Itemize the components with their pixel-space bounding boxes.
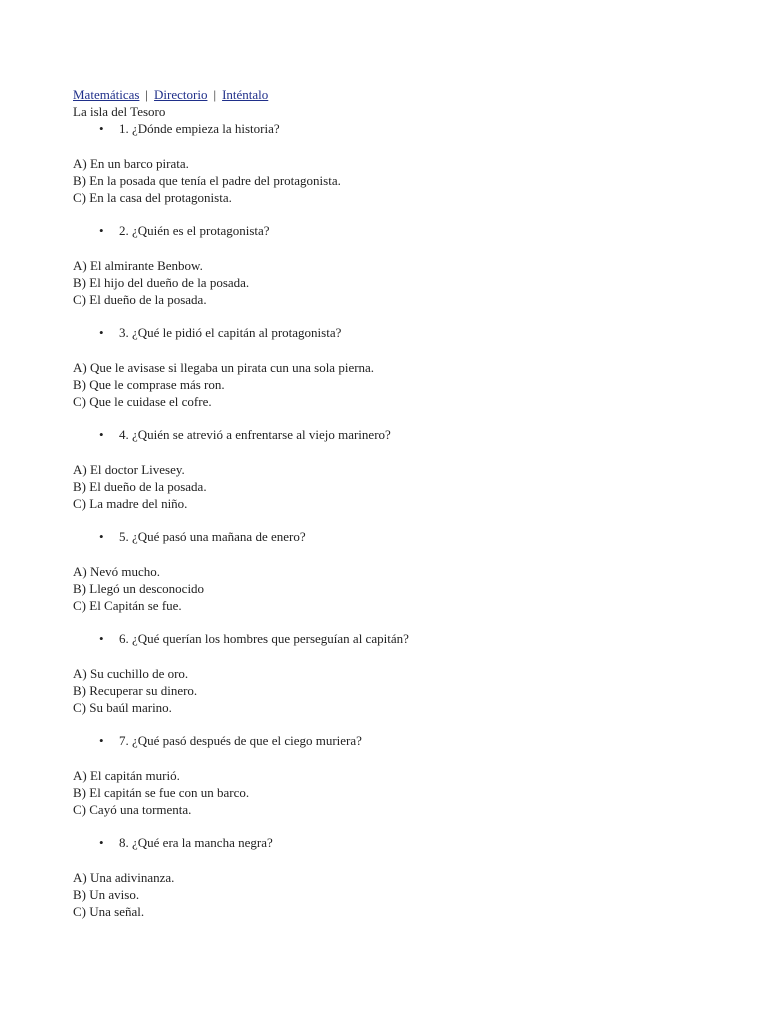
answer-option: C) El Capitán se fue. [73, 598, 182, 613]
answer-option: C) La madre del niño. [73, 496, 188, 511]
answer-option: C) Cayó una tormenta. [73, 802, 192, 817]
answer-option: C) Su baúl marino. [73, 700, 172, 715]
question-item [73, 528, 733, 545]
question-spacer [73, 443, 733, 461]
block-spacer [73, 818, 733, 834]
question-item [73, 120, 733, 137]
document-title: La isla del Tesoro [73, 104, 166, 119]
answer-option: B) Recuperar su dinero. [73, 683, 198, 698]
answer-option: B) Llegó un desconocido [73, 581, 205, 596]
answer-option: A) Su cuchillo de oro. [73, 666, 189, 681]
bullet-icon: • [99, 325, 104, 340]
answer-option: A) El almirante Benbow. [73, 258, 203, 273]
bullet-icon: • [99, 427, 104, 442]
nav-link-directorio[interactable]: Directorio [154, 87, 208, 102]
block-spacer [73, 206, 733, 222]
answer-option: B) El hijo del dueño de la posada. [73, 275, 250, 290]
block-spacer [73, 410, 733, 426]
question-text: 4. ¿Quién se atrevió a enfrentarse al viejo marinero? [119, 427, 391, 442]
answer-option: C) Que le cuidase el cofre. [73, 394, 212, 409]
bullet-icon: • [99, 223, 104, 238]
block-spacer [73, 614, 733, 630]
question-text: 6. ¿Qué querían los hombres que perseguían al capitán? [119, 631, 409, 646]
answer-option: C) En la casa del protagonista. [73, 190, 232, 205]
answer-option: B) En la posada que tenía el padre del protagonista. [73, 173, 341, 188]
question-text: 2. ¿Quién es el protagonista? [119, 223, 270, 238]
bullet-icon: • [99, 121, 104, 136]
quiz-list [73, 120, 733, 920]
bullet-icon: • [99, 529, 104, 544]
question-item [73, 630, 733, 647]
nav-link-matematicas[interactable]: Matemáticas [73, 87, 140, 102]
answer-option: A) El capitán murió. [73, 768, 180, 783]
question-spacer [73, 545, 733, 563]
question-text: 5. ¿Qué pasó una mañana de enero? [119, 529, 306, 544]
bullet-icon: • [99, 835, 104, 850]
question-item [73, 732, 733, 749]
question-item [73, 324, 733, 341]
document-page [73, 86, 733, 920]
question-text: 3. ¿Qué le pidió el capitán al protagonista? [119, 325, 342, 340]
question-spacer [73, 851, 733, 869]
bullet-icon: • [99, 733, 104, 748]
question-item [73, 426, 733, 443]
block-spacer [73, 308, 733, 324]
question-spacer [73, 749, 733, 767]
question-item [73, 222, 733, 239]
answer-option: A) Que le avisase si llegaba un pirata cun una sola pierna. [73, 360, 375, 375]
answer-option: A) Una adivinanza. [73, 870, 175, 885]
block-spacer [73, 716, 733, 732]
question-text: 8. ¿Qué era la mancha negra? [119, 835, 273, 850]
question-text: 1. ¿Dónde empieza la historia? [119, 121, 280, 136]
nav-separator: | [145, 87, 149, 102]
answer-option: A) Nevó mucho. [73, 564, 161, 579]
question-text: 7. ¿Qué pasó después de que el ciego muriera? [119, 733, 362, 748]
answer-option: B) Que le comprase más ron. [73, 377, 225, 392]
answer-option: B) El capitán se fue con un barco. [73, 785, 250, 800]
answer-option: C) El dueño de la posada. [73, 292, 207, 307]
nav-link-intentalo[interactable]: Inténtalo [222, 87, 269, 102]
answer-option: C) Una señal. [73, 904, 145, 919]
bullet-icon: • [99, 631, 104, 646]
nav-separator: | [213, 87, 217, 102]
answer-option: B) Un aviso. [73, 887, 140, 902]
question-spacer [73, 341, 733, 359]
answer-option: B) El dueño de la posada. [73, 479, 207, 494]
question-item [73, 834, 733, 851]
answer-option: A) El doctor Livesey. [73, 462, 185, 477]
question-spacer [73, 239, 733, 257]
answer-option: A) En un barco pirata. [73, 156, 189, 171]
question-spacer [73, 137, 733, 155]
top-nav [73, 86, 733, 103]
question-spacer [73, 647, 733, 665]
block-spacer [73, 512, 733, 528]
